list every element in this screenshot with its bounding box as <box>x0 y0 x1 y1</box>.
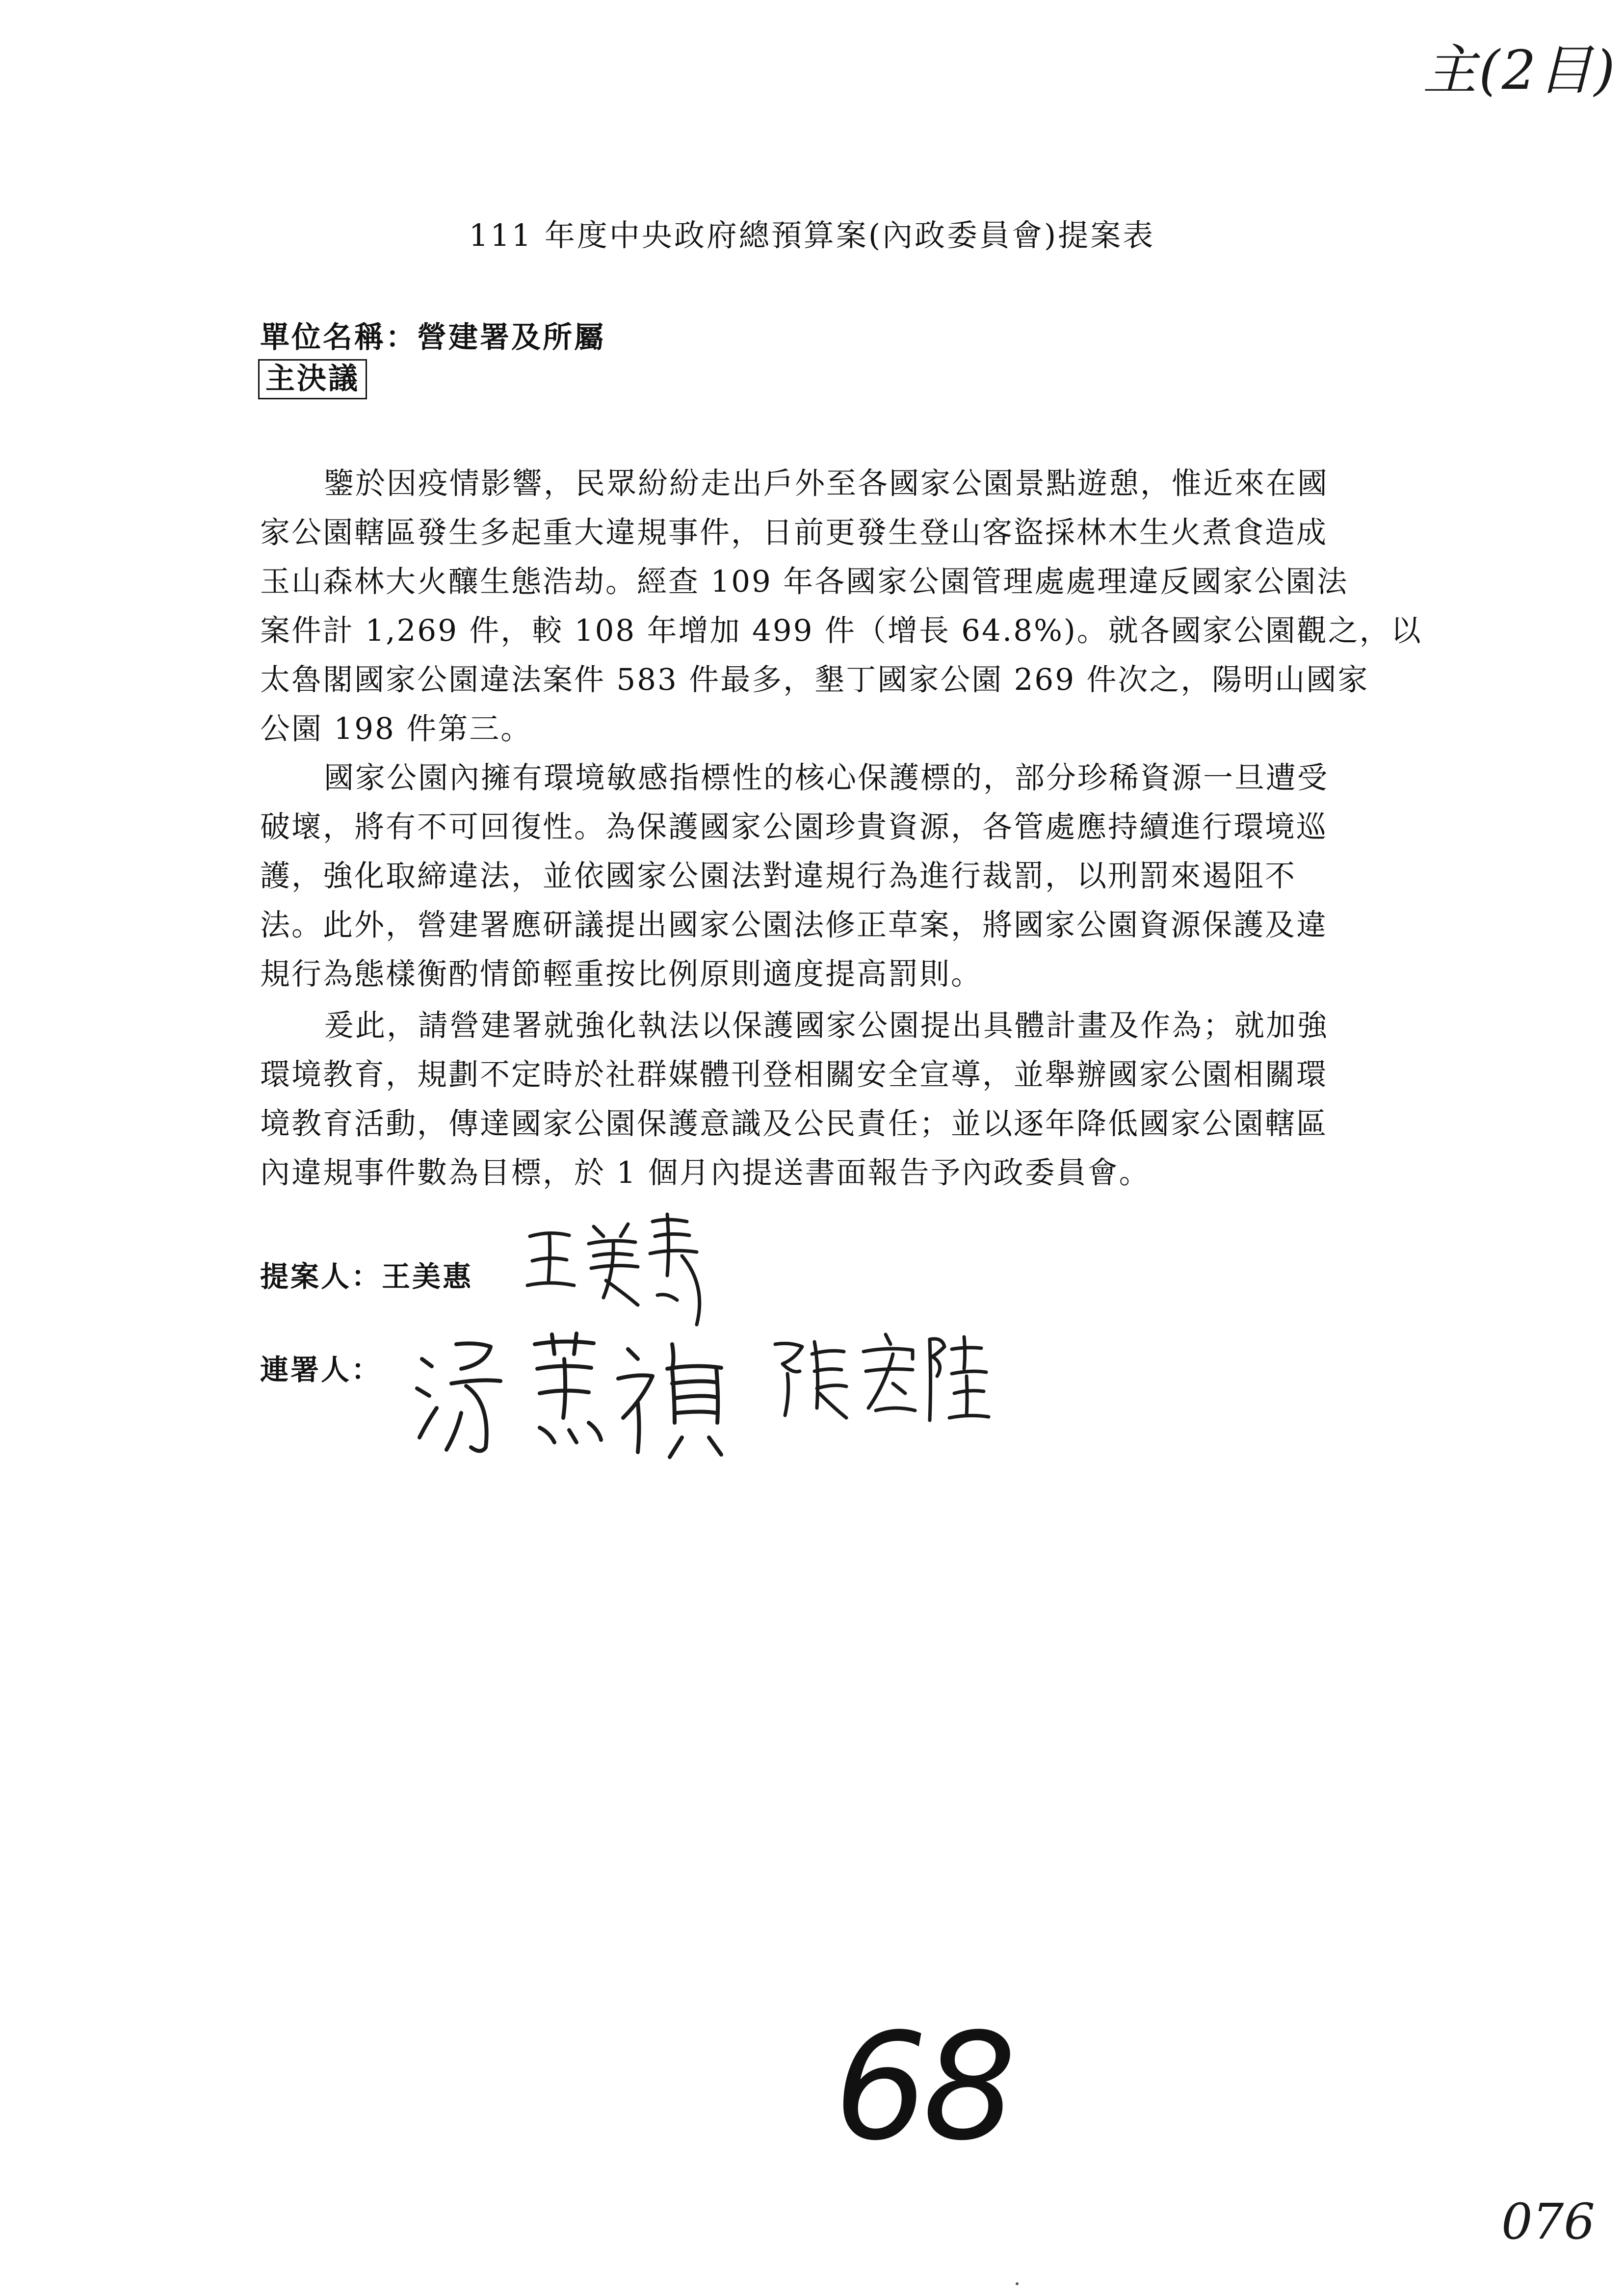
paragraph-line: 破壞，將有不可回復性。為保護國家公園珍貴資源，各管處應持續進行環境巡 <box>260 809 1328 844</box>
paragraph-line: 環境教育，規劃不定時於社群媒體刊登相關安全宣導，並舉辦國家公園相關環 <box>260 1057 1328 1092</box>
cosigner-signature-1 <box>407 1325 760 1482</box>
paragraph-line: 爰此，請營建署就強化執法以保護國家公園提出具體計畫及作為；就加強 <box>324 1008 1329 1043</box>
proposer-label: 提案人：王美惠 <box>260 1260 473 1293</box>
cosigner-label: 連署人： <box>260 1353 382 1386</box>
cosigner-signature-2 <box>765 1325 991 1433</box>
document-title: 111 年度中央政府總預算案(內政委員會)提案表 <box>469 217 1155 253</box>
paragraph-line: 玉山森林大火釀生態浩劫。經查 109 年各國家公園管理處處理違反國家公園法 <box>260 564 1349 599</box>
corner-annotation: 主(2目) <box>1423 39 1617 102</box>
paragraph-line: 案件計 1,269 件，較 108 年增加 499 件（增長 64.8%)。就各國家公園觀之，以 <box>260 613 1422 648</box>
paragraph-line: 護，強化取締違法，並依國家公園法對違規行為進行裁罰，以刑罰來遏阻不 <box>260 859 1297 893</box>
resolution-type-box: 主決議 <box>258 359 367 399</box>
paragraph-line: 太魯閣國家公園違法案件 583 件最多，墾丁國家公園 269 件次之，陽明山國家 <box>260 662 1369 697</box>
paragraph-line: 法。此外，營建署應研議提出國家公園法修正草案，將國家公園資源保護及違 <box>260 908 1328 942</box>
handwritten-page-number: 68 <box>834 2002 1012 2173</box>
paragraph-line: 境教育活動，傳達國家公園保護意識及公民責任；並以逐年降低國家公園轄區 <box>260 1106 1328 1141</box>
paragraph-line: 規行為態樣衡酌情節輕重按比例原則適度提高罰則。 <box>260 957 983 991</box>
paragraph-line: 公園 198 件第三。 <box>260 711 532 746</box>
paragraph-line: 家公園轄區發生多起重大違規事件，日前更發生登山客盜採林木生火煮食造成 <box>260 515 1328 550</box>
unit-name: 單位名稱：營建署及所屬 <box>260 320 605 355</box>
paragraph-line: 內違規事件數為目標，於 1 個月內提送書面報告予內政委員會。 <box>260 1155 1151 1190</box>
proposer-signature <box>520 1207 726 1334</box>
paragraph-line: 鑒於因疫情影響，民眾紛紛走出戶外至各國家公園景點遊憩，惟近來在國 <box>324 466 1329 501</box>
stamp-page-number: 076 <box>1501 2193 1595 2250</box>
scan-speck <box>1016 2282 1019 2285</box>
paragraph-line: 國家公園內擁有環境敏感指標性的核心保護標的，部分珍稀資源一旦遭受 <box>324 760 1329 795</box>
